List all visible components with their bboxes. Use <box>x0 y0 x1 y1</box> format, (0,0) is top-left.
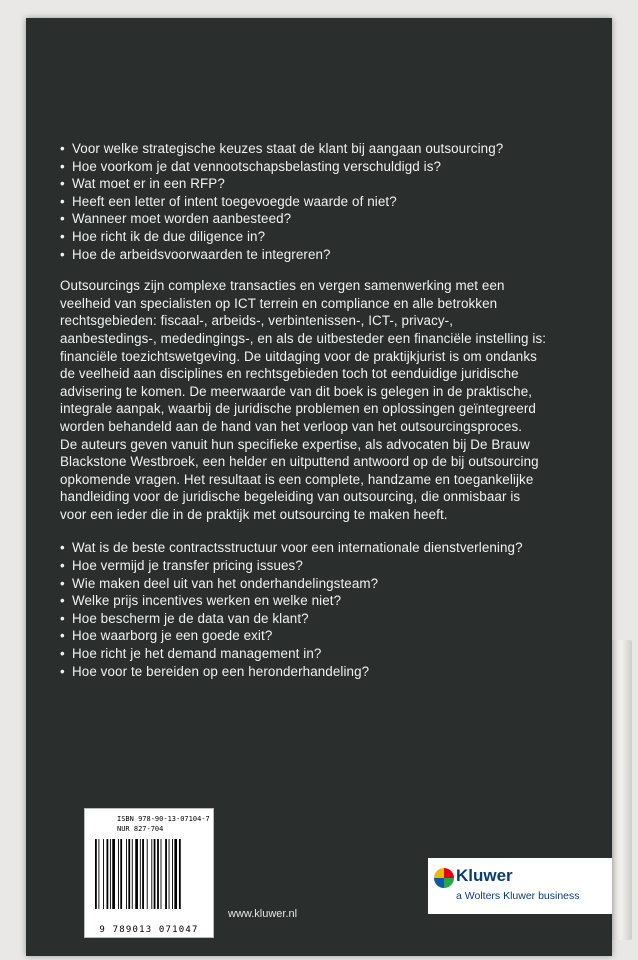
barcode-bars <box>93 839 205 921</box>
list-item: • Hoe waarborg je een goede exit? <box>60 627 550 645</box>
list-item: • Hoe de arbeidsvoorwaarden te integreren? <box>60 246 550 264</box>
barcode-bar <box>132 839 133 909</box>
barcode-bar <box>103 839 104 909</box>
barcode-bar <box>179 839 181 909</box>
barcode-bar <box>120 839 122 909</box>
blurb <box>60 140 550 694</box>
questions-list-bottom <box>60 539 550 680</box>
barcode-bar <box>98 839 99 909</box>
barcode-bar <box>110 839 111 909</box>
list-item: • Wanneer moet worden aanbesteed? <box>60 210 550 228</box>
list-item: • Wat is de beste contractsstructuur voor een internationale dienstverlening? <box>60 539 550 557</box>
barcode-bar <box>165 839 167 909</box>
list-item: • Hoe richt je het demand management in? <box>60 645 550 663</box>
barcode-bar <box>95 839 97 909</box>
barcode-bar <box>142 839 144 909</box>
barcode-bar <box>157 839 159 909</box>
barcode-bar <box>135 839 138 909</box>
page-edge <box>610 640 632 940</box>
list-item: • Hoe vermijd je transfer pricing issues? <box>60 557 550 575</box>
barcode-bar <box>126 839 127 909</box>
publisher-tagline: a Wolters Kluwer business <box>456 890 580 902</box>
nur-label: NUR 827-704 <box>117 825 164 833</box>
list-item: • Hoe voorkom je dat vennootschapsbelasting verschuldigd is? <box>60 158 550 176</box>
barcode-bar <box>107 839 109 909</box>
barcode-bar <box>174 839 177 909</box>
website-link: www.kluwer.nl <box>228 908 298 920</box>
isbn-label: ISBN 978-90-13-07104-7 <box>117 815 210 823</box>
barcode-bar <box>147 839 148 909</box>
barcode-bar <box>161 839 162 909</box>
barcode-bar <box>128 839 130 909</box>
list-item: • Hoe richt ik de due diligence in? <box>60 228 550 246</box>
list-item: • Wie maken deel uit van het onderhandelingsteam? <box>60 575 550 593</box>
publisher-logo <box>428 858 612 914</box>
list-item: • Hoe bescherm je de data van de klant? <box>60 610 550 628</box>
list-item: • Voor welke strategische keuzes staat de klant bij aangaan outsourcing? <box>60 140 550 158</box>
list-item: • Heeft een letter of intent toegevoegde waarde of niet? <box>60 193 550 211</box>
barcode-bar <box>112 839 115 909</box>
barcode-digits: 9 789013 071047 <box>99 925 199 935</box>
barcode-bar <box>172 839 173 909</box>
barcode-bar <box>169 839 170 909</box>
barcode <box>84 808 214 938</box>
publisher-name: Kluwer <box>456 866 513 885</box>
description-paragraph: De auteurs geven vanuit hun specifieke expertise, als advocaten bij De Brauw Blackstone Westbroek, een helder en uitputtend antwoord op de bij outsourcing opkomende vragen. Het resultaat is een complete, handzame en toegankelijke handleiding voor de juridische begeleiding van outsourcing, die onmisbaar is voor een ieder die in de praktijk met outsourcing te maken heeft. <box>60 436 539 522</box>
questions-list-top <box>60 140 550 263</box>
description-paragraph: Outsourcings zijn complexe transacties en vergen samenwerking met een veelheid van specialisten op ICT terrein en compliance en alle betrokken rechtsgebieden: fiscaal-, arbeids-, verbintenissen-, ICT-, privacy-, aanbestedings-, mededingings-, en als de uitbesteder een financiële instelling is: financiële toezichtswetgeving. De uitdaging voor de praktijkjurist is om ondanks de veelheid aan disciplines en rechtsgebieden toch tot eenduidige juridische advisering te komen. De meerwaarde van dit boek is gelegen in de praktische, integrale aanpak, waarbij de juridische problemen en oplossingen geïntegreerd worden behandeld aan de hand van het verloop van het outsourcingsproces. <box>60 278 547 434</box>
barcode-bar <box>118 839 119 909</box>
globe-icon <box>434 868 454 888</box>
list-item: • Wat moet er in een RFP? <box>60 175 550 193</box>
list-item: • Welke prijs incentives werken en welke niet? <box>60 592 550 610</box>
barcode-bar <box>140 839 141 909</box>
barcode-bar <box>154 839 156 909</box>
list-item: • Hoe voor te bereiden op een heronderhandeling? <box>60 663 550 681</box>
barcode-bar <box>151 839 152 909</box>
